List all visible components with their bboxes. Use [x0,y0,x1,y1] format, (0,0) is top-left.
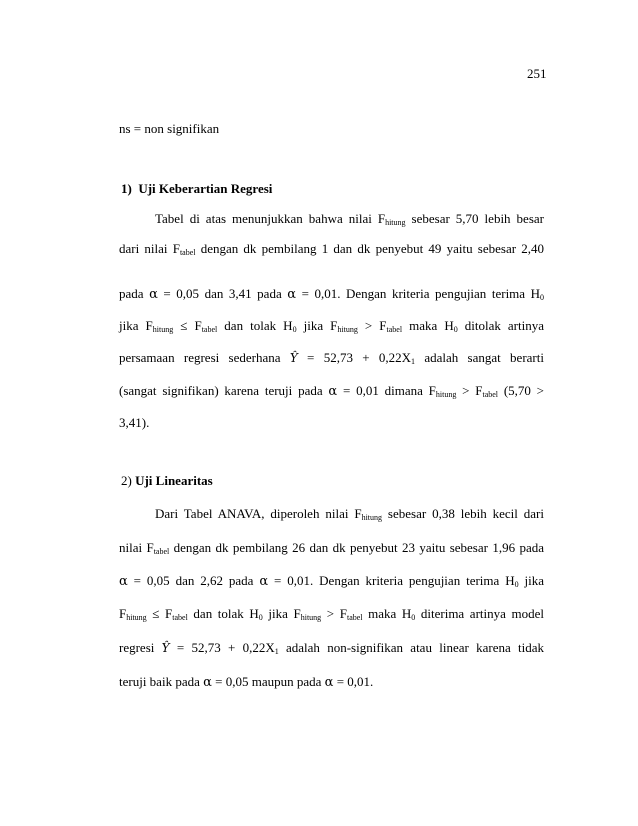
section1-line [155,211,544,227]
section1-line [119,318,544,334]
text-run: α [119,574,128,589]
text-run: 3,41). [119,415,150,430]
text-run: adalah sangat berarti [415,350,544,365]
section2-line [119,674,544,690]
text-run: maka H [402,318,454,333]
text-run: α [287,287,297,302]
section2-line [155,506,544,522]
text-run: ≤ F [146,606,173,621]
text-run: persamaan regresi sederhana [119,350,290,365]
subscript: 1 [411,357,416,366]
section1-line [119,350,544,366]
text-run: Ŷ [161,641,170,655]
subscript: tabel [346,613,363,622]
section-2-title: Uji Linearitas [135,473,213,488]
section-1-title: Uji Keberartian Regresi [138,181,273,196]
text-run: α [149,287,158,302]
subscript: tabel [172,613,188,622]
text-run: (sangat signifikan) karena teruji pada [119,383,329,398]
text-run: adalah non-signifikan atau linear karena tidak [278,640,545,655]
subscript: tabel [179,248,196,257]
text-run: diterima artinya model [415,606,545,621]
section1-line [119,415,544,431]
text-run: jika F [262,606,301,621]
text-run: = 0,01. [333,674,374,689]
section2-line [119,573,544,589]
text-run: regresi [119,640,162,655]
text-run: = 0,01 dimana F [337,383,436,398]
subscript: hitung [337,325,358,334]
text-run: Tabel di atas menunjukkan bahwa nilai F [155,211,386,226]
text-run: F [119,606,127,621]
subscript: 1 [274,647,279,656]
text-run: ≤ F [173,318,202,333]
text-run: (5,70 > [498,383,545,398]
subscript: 0 [514,580,519,589]
text-run: teruji baik pada [119,674,204,689]
section-1-heading [121,181,272,197]
text-run: > F [321,606,347,621]
text-run: = 0,05 dan 2,62 pada [127,573,260,588]
text-run: maka H [362,606,412,621]
section2-line [119,606,544,622]
section-2-heading [121,473,213,489]
text-run: α [328,384,338,399]
subscript: 0 [411,613,416,622]
subscript: hitung [385,218,406,227]
subscript: hitung [300,613,322,622]
text-run: = 0,01. Dengan kriteria pengujian terima H [268,573,515,588]
text-run: = 52,73 + 0,22X [169,640,275,655]
subscript: hitung [152,325,174,334]
section1-line [119,241,544,257]
text-run: dan tolak H [217,318,293,333]
text-run: = 0,05 maupun pada [211,674,325,689]
text-run: pada [119,286,150,301]
text-run: sebesar 0,38 lebih kecil dari [382,506,544,521]
section2-line [119,540,544,556]
section-2-number: 2) [121,473,132,488]
text-run: > F [456,383,483,398]
subscript: 0 [453,325,458,334]
text-run: Dari Tabel ANAVA, diperoleh nilai F [155,506,362,521]
text-run: jika [518,573,544,588]
text-run: = 52,73 + 0,22X [297,350,412,365]
subscript: tabel [482,390,499,399]
subscript: 0 [292,325,297,334]
section1-line [119,286,544,302]
section1-line [119,383,544,399]
text-run: α [324,675,334,690]
text-run: Ŷ [289,351,298,365]
footnote-ns: ns = non signifikan [119,121,220,136]
subscript: hitung [126,613,147,622]
text-run: dari nilai F [119,241,180,256]
text-run: α [259,574,269,589]
text-run: sebesar 5,70 lebih besar [405,211,544,226]
text-run: jika F [296,318,338,333]
section2-line [119,640,544,656]
section-1-number: 1) [121,181,132,196]
subscript: tabel [386,325,403,334]
text-run: dengan dk pembilang 26 dan dk penyebut 23 yaitu sebesar 1,96 pada [169,540,544,555]
text-run: dan tolak H [187,606,259,621]
text-run: > F [357,318,387,333]
subscript: tabel [153,547,170,556]
subscript: tabel [201,325,218,334]
subscript: 0 [540,293,544,302]
subscript: hitung [435,390,457,399]
subscript: hitung [361,513,383,522]
text-run: = 0,05 dan 3,41 pada [157,286,288,301]
page-number: 251 [527,66,547,81]
subscript: 0 [258,613,263,622]
text-run: nilai F [119,540,154,555]
text-run: α [203,675,212,690]
text-run: dengan dk pembilang 1 dan dk penyebut 49 yaitu sebesar 2,40 [195,241,545,256]
text-run: = 0,01. Dengan kriteria pengujian terima H [296,286,540,301]
text-run: ditolak artinya [457,318,544,333]
text-run: jika F [119,318,153,333]
